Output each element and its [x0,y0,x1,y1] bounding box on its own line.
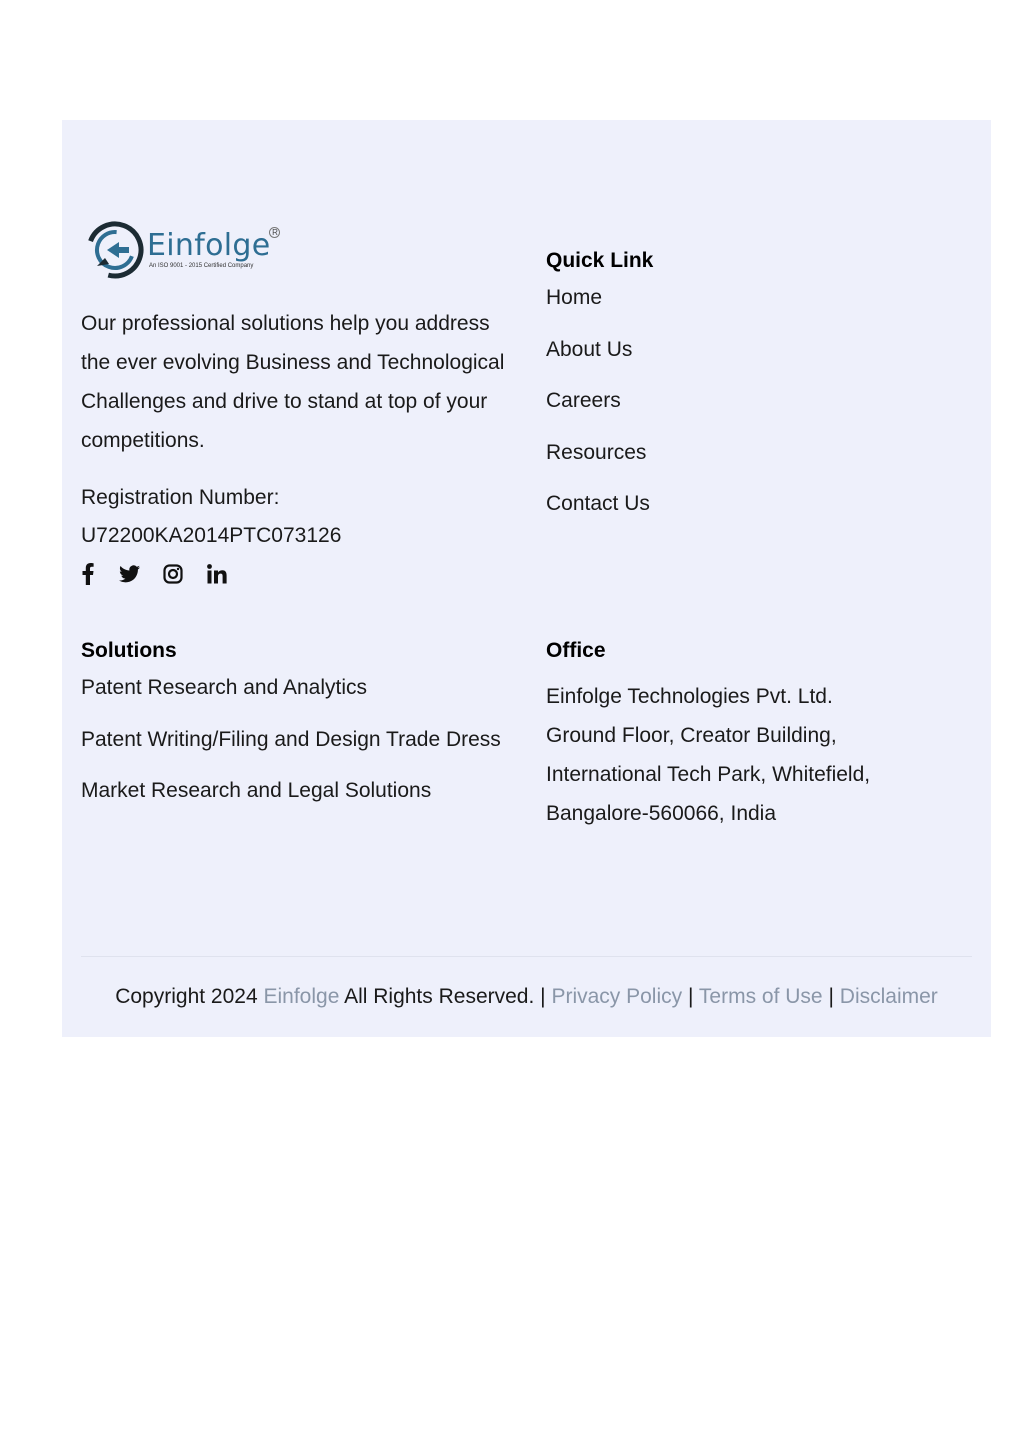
quick-link-column [546,248,653,543]
footer-divider [81,956,972,957]
instagram-icon[interactable] [162,564,184,584]
solution-link-market-research[interactable]: Market Research and Legal Solutions [81,779,432,802]
registration-label: Registration Number: [81,486,280,509]
quick-link-heading: Quick Link [546,249,654,272]
nav-link-home[interactable]: Home [546,286,603,309]
registration-info [81,479,521,555]
solutions-heading: Solutions [81,639,177,662]
brand-column [81,218,521,587]
solutions-list [81,675,501,804]
rights-text: All Rights Reserved. | [344,985,546,1008]
office-address [546,677,870,833]
copyright-bar [62,982,991,1012]
nav-link-resources[interactable]: Resources [546,440,647,464]
social-links [81,561,521,587]
office-column [546,638,870,833]
logo-mark-icon [85,220,145,280]
logo-tagline: An ISO 9001 - 2015 Certified Company [149,263,254,269]
office-heading: Office [546,639,606,662]
solution-link-patent-research[interactable]: Patent Research and Analytics [81,676,368,699]
address-line: International Tech Park, Whitefield, [546,763,871,786]
nav-link-contact-us[interactable]: Contact Us [546,492,650,515]
nav-link-about-us[interactable]: About Us [546,337,633,361]
separator: | [687,985,694,1008]
site-footer [62,120,991,1037]
registration-number: U72200KA2014PTC073126 [81,524,342,547]
logo-wordmark: Einfolge [147,228,271,263]
einfolge-logo[interactable] [85,218,521,282]
quick-link-list [546,285,653,517]
about-text: Our professional solutions help you address the ever evolving Business and Technological Challenges and drive to stand at top of your competitions. [81,312,505,452]
address-line: Bangalore-560066, India [546,802,777,825]
einfolge-link[interactable]: Einfolge [263,985,340,1008]
copyright-prefix: Copyright 2024 [115,985,258,1008]
registered-mark: R [269,227,280,238]
terms-of-use-link[interactable]: Terms of Use [698,985,823,1008]
disclaimer-link[interactable]: Disclaimer [839,985,938,1008]
nav-link-careers[interactable]: Careers [546,389,621,412]
logo-text [147,228,278,270]
twitter-icon[interactable] [118,565,140,583]
linkedin-icon[interactable] [206,564,228,584]
address-line: Einfolge Technologies Pvt. Ltd. [546,685,833,708]
separator: | [828,985,834,1008]
solutions-column [81,638,501,830]
solution-link-patent-writing[interactable]: Patent Writing/Filing and Design Trade Dress [81,727,501,751]
privacy-policy-link[interactable]: Privacy Policy [551,985,683,1008]
facebook-icon[interactable] [81,563,95,585]
address-line: Ground Floor, Creator Building, [546,724,837,747]
